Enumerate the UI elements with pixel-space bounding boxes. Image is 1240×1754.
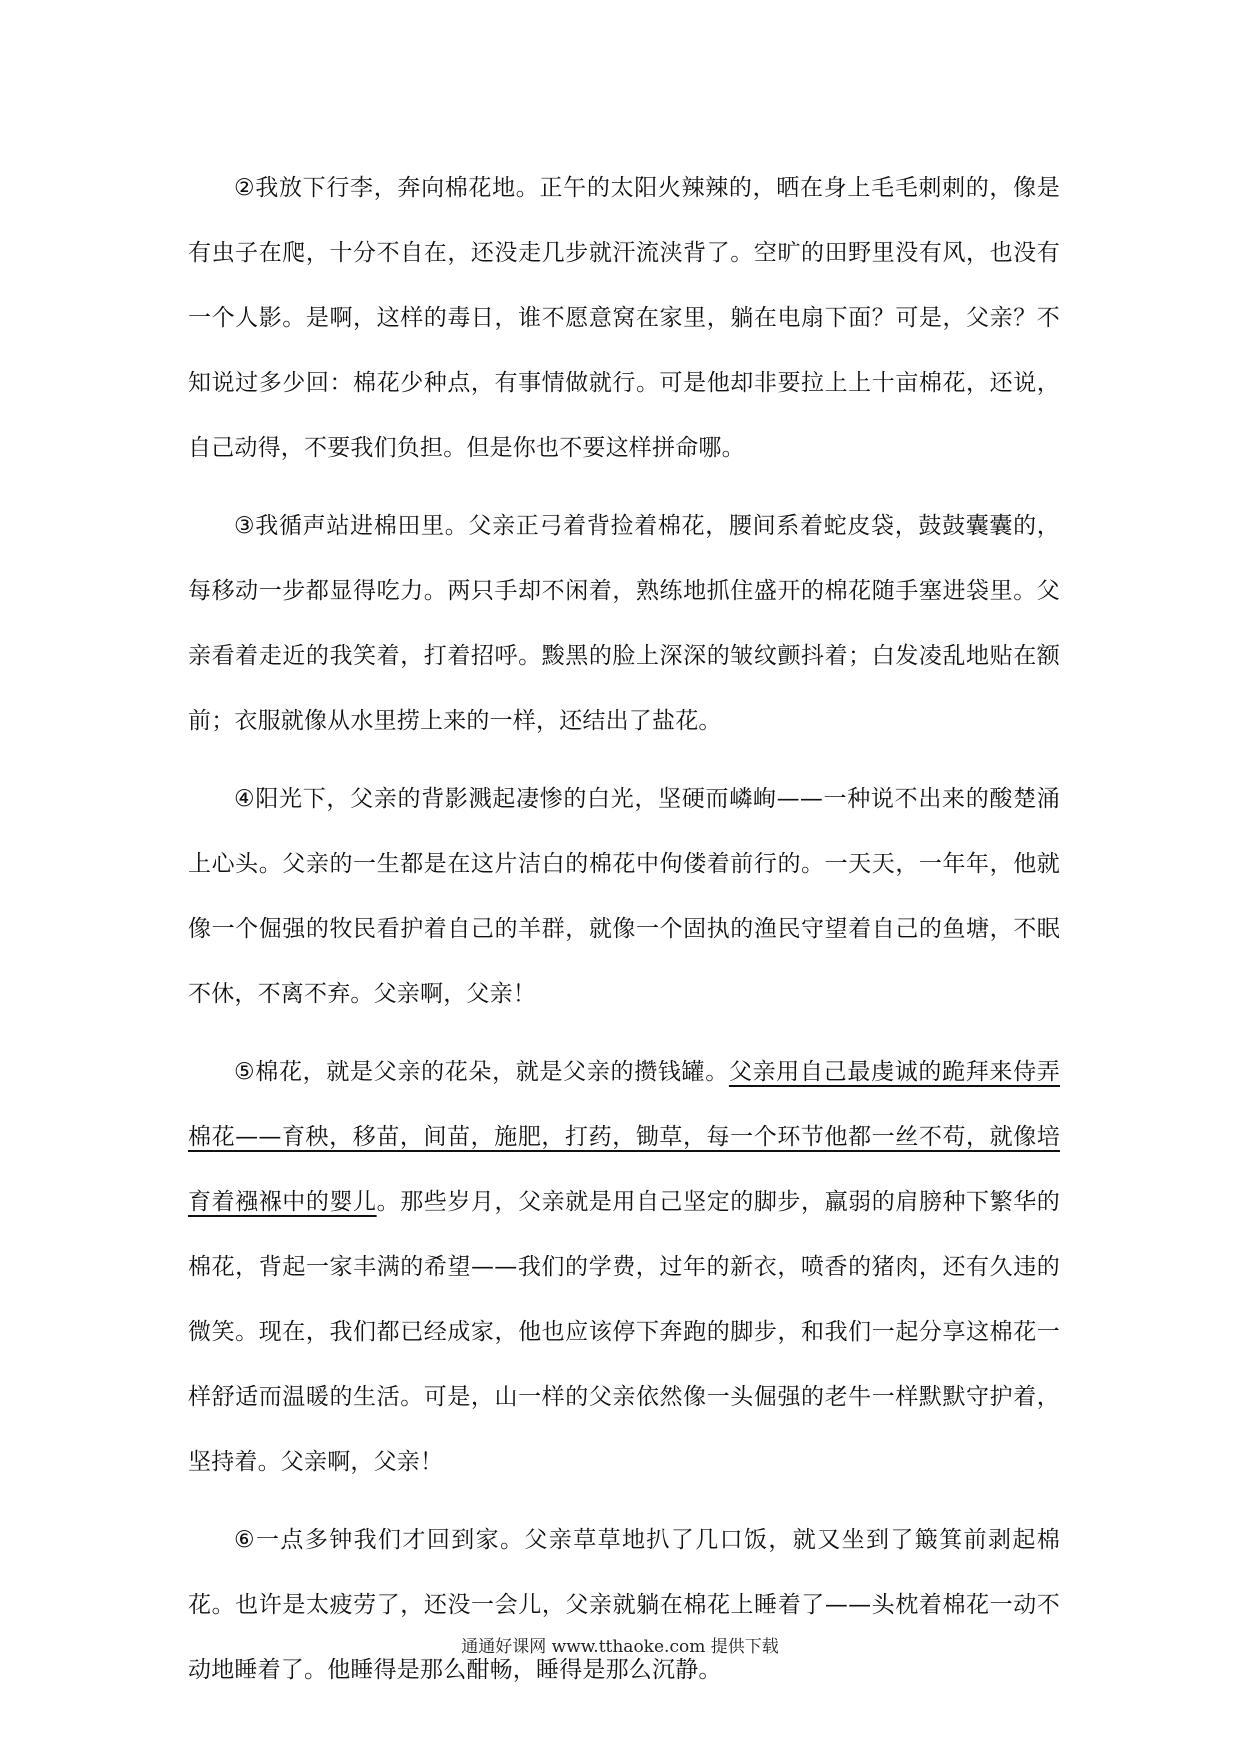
paragraph-5-lead: ⑤棉花，就是父亲的花朵，就是父亲的攒钱罐。 bbox=[234, 1059, 729, 1085]
page-footer: 通通好课网 www.tthaoke.com 提供下载 bbox=[461, 1637, 779, 1657]
underlined-sentence: 父亲用自己最虔诚的跪拜来侍弄棉花——育秧，移苗，间苗，施肥，打药，锄草，每一个环节他都一丝不苟，就像培育着襁褓中的婴儿 bbox=[188, 1059, 1060, 1215]
paragraph-5-rest: 。那些岁月，父亲就是用自己坚定的脚步，羸弱的肩膀种下繁华的棉花，背起一家丰满的希望——我们的学费，过年的新衣，喷香的猪肉，还有久违的微笑。现在，我们都已经成家，他也应该停下奔跑的脚步，和我们一起分享这棉花一样舒适而温暖的生活。可是，山一样的父亲依然像一头倔强的老牛一样默默守护着，坚持着。父亲啊，父亲！ bbox=[188, 1189, 1060, 1475]
paragraph-4: ④阳光下，父亲的背影溅起凄惨的白光，坚硬而嶙峋——一种说不出来的酸楚涌上心头。父亲的一生都是在这片洁白的棉花中佝偻着前行的。一天天，一年年，他就像一个倔强的牧民看护着自己的羊群，就像一个固执的渔民守望着自己的鱼塘，不眠不休，不离不弃。父亲啊，父亲！ bbox=[188, 786, 1060, 1007]
paragraph-5 bbox=[188, 1040, 1060, 1495]
paragraph-3: ③我循声站进棉田里。父亲正弓着背捡着棉花，腰间系着蛇皮袋，鼓鼓囊囊的，每移动一步都显得吃力。两只手却不闲着，熟练地抓住盛开的棉花随手塞进袋里。父亲看着走近的我笑着，打着招呼。黢黑的脸上深深的皱纹颤抖着；白发凌乱地贴在额前；衣服就像从水里捞上来的一样，还结出了盐花。 bbox=[188, 513, 1060, 734]
paragraph-2: ②我放下行李，奔向棉花地。正午的太阳火辣辣的，晒在身上毛毛刺刺的，像是有虫子在爬，十分不自在，还没走几步就汗流浃背了。空旷的田野里没有风，也没有一个人影。是啊，这样的毒日，谁不愿意窝在家里，躺在电扇下面？可是，父亲？不知说过多少回：棉花少种点，有事情做就行。可是他却非要拉上上十亩棉花，还说，自己动得，不要我们负担。但是你也不要这样拼命哪。 bbox=[188, 175, 1060, 461]
paragraph-6: ⑥一点多钟我们才回到家。父亲草草地扒了几口饭，就又坐到了簸箕前剥起棉花。也许是太疲劳了，还没一会儿，父亲就躺在棉花上睡着了——头枕着棉花一动不动地睡着了。他睡得是那么酣畅，睡得是那么沉静。 bbox=[188, 1527, 1060, 1683]
article-body bbox=[188, 156, 1060, 1716]
